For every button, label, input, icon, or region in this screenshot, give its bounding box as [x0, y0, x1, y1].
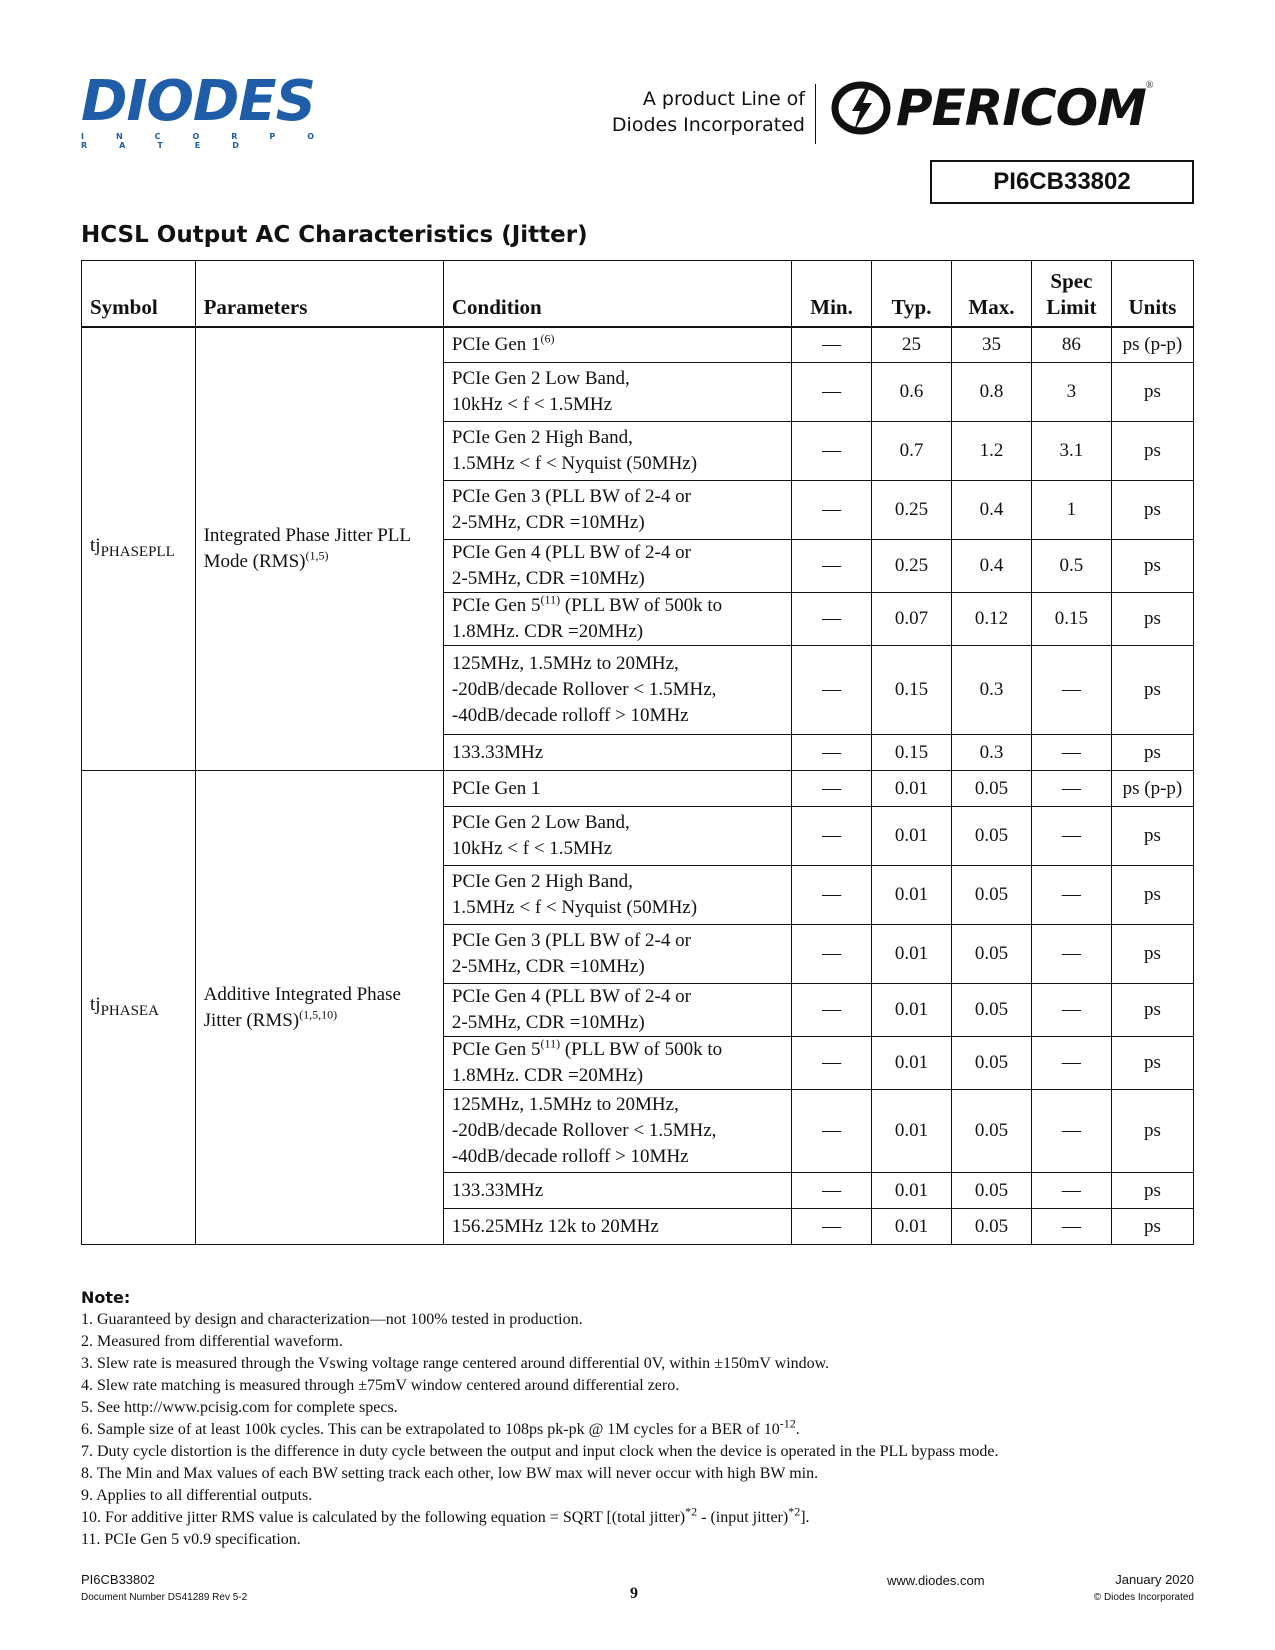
note-item: 7. Duty cycle distortion is the difference in duty cycle between the output and input clock when the device is operated in the PLL bypass mode. [81, 1443, 999, 1460]
limit-cell: 0.15 [1031, 593, 1111, 646]
footer-website: www.diodes.com [887, 1573, 985, 1588]
product-line-1: A product Line of [642, 88, 805, 110]
condition-cell: 125MHz, 1.5MHz to 20MHz, -20dB/decade Rollover < 1.5MHz, -40dB/decade rolloff > 10MHz [443, 1090, 791, 1173]
units-cell: ps [1111, 540, 1193, 593]
condition-cell: 133.33MHz [443, 1173, 791, 1209]
header-typ: Typ. [872, 261, 952, 327]
footer-page-number: 9 [630, 1585, 638, 1602]
min-cell: — [792, 363, 872, 422]
units-cell: ps [1111, 646, 1193, 735]
min-cell: — [792, 422, 872, 481]
typ-cell: 0.01 [872, 1173, 952, 1209]
units-cell: ps [1111, 593, 1193, 646]
table-row [82, 771, 1194, 807]
condition-cell: PCIe Gen 2 High Band, 1.5MHz < f < Nyquist (50MHz) [443, 422, 791, 481]
units-cell: ps [1111, 807, 1193, 866]
pericom-mark-icon [830, 81, 892, 135]
units-cell: ps (p-p) [1111, 327, 1193, 363]
typ-cell: 25 [872, 327, 952, 363]
min-cell: — [792, 1173, 872, 1209]
max-cell: 0.05 [952, 807, 1032, 866]
max-cell: 0.05 [952, 1090, 1032, 1173]
part-number-box: PI6CB33802 [930, 160, 1194, 204]
units-cell: ps [1111, 363, 1193, 422]
condition-cell: PCIe Gen 4 (PLL BW of 2-4 or 2-5MHz, CDR =10MHz) [443, 984, 791, 1037]
limit-cell: — [1031, 646, 1111, 735]
parameter-cell: Additive Integrated Phase Jitter (RMS)$^{(1,5,10)}$ [195, 771, 443, 1245]
note-item: 8. The Min and Max values of each BW setting track each other, low BW max will never occur with high BW min. [81, 1465, 819, 1482]
condition-cell: 125MHz, 1.5MHz to 20MHz, -20dB/decade Rollover < 1.5MHz, -40dB/decade rolloff > 10MHz [443, 646, 791, 735]
section-title: HCSL Output AC Characteristics (Jitter) [81, 222, 588, 248]
header-spec-limit-1: Spec [1050, 268, 1093, 293]
min-cell: — [792, 1090, 872, 1173]
footer-document-number: Document Number DS41289 Rev 5-2 [81, 1592, 248, 1603]
max-cell: 35 [952, 327, 1032, 363]
notes-title: Note: [81, 1288, 131, 1307]
note-item: 6. Sample size of at least 100k cycles. This can be extrapolated to 108ps pk-pk @ 1M cycles for a BER of $10^{-12}$. [81, 1416, 800, 1438]
note-item: 10. For additive jitter RMS value is calculated by the following equation = SQRT [(total jitter)$^{*2}$ - (input jitter)$^{*2}$]. [81, 1504, 810, 1526]
typ-cell: 0.01 [872, 984, 952, 1037]
symbol-cell: $tj_{PHASEPLL}$ [82, 327, 196, 771]
note-item: 4. Slew rate matching is measured through ±75mV window centered around differential zero. [81, 1377, 680, 1394]
min-cell: — [792, 866, 872, 925]
parameter-cell: Integrated Phase Jitter PLL Mode (RMS)$^{(1,5)}$ [195, 327, 443, 771]
header-condition: Condition [443, 261, 791, 327]
limit-cell: 86 [1031, 327, 1111, 363]
product-line-2: Diodes Incorporated [611, 114, 805, 136]
footer-part-number: PI6CB33802 [81, 1572, 155, 1587]
limit-cell: 0.5 [1031, 540, 1111, 593]
limit-cell: — [1031, 866, 1111, 925]
header-symbol: Symbol [82, 261, 196, 327]
min-cell: — [792, 771, 872, 807]
note-item: 1. Guaranteed by design and characterization—not 100% tested in production. [81, 1311, 583, 1328]
note-item: 11. PCIe Gen 5 v0.9 specification. [81, 1531, 301, 1548]
max-cell: 0.4 [952, 481, 1032, 540]
condition-cell: PCIe Gen 2 High Band, 1.5MHz < f < Nyquist (50MHz) [443, 866, 791, 925]
typ-cell: 0.25 [872, 540, 952, 593]
condition-cell: 156.25MHz 12k to 20MHz [443, 1209, 791, 1245]
jitter-table [81, 260, 1194, 1245]
condition-cell: PCIe Gen 4 (PLL BW of 2-4 or 2-5MHz, CDR =10MHz) [443, 540, 791, 593]
max-cell: 0.3 [952, 735, 1032, 771]
min-cell: — [792, 646, 872, 735]
typ-cell: 0.01 [872, 1090, 952, 1173]
min-cell: — [792, 593, 872, 646]
units-cell: ps (p-p) [1111, 771, 1193, 807]
note-item: 9. Applies to all differential outputs. [81, 1487, 313, 1504]
typ-cell: 0.7 [872, 422, 952, 481]
typ-cell: 0.01 [872, 925, 952, 984]
limit-cell: — [1031, 1173, 1111, 1209]
min-cell: — [792, 1209, 872, 1245]
limit-cell: — [1031, 984, 1111, 1037]
header-min: Min. [792, 261, 872, 327]
symbol-cell: $tj_{PHASEA}$ [82, 771, 196, 1245]
max-cell: 1.2 [952, 422, 1032, 481]
units-cell: ps [1111, 925, 1193, 984]
units-cell: ps [1111, 1037, 1193, 1090]
table-row [82, 327, 1194, 363]
limit-cell: — [1031, 771, 1111, 807]
max-cell: 0.3 [952, 646, 1032, 735]
min-cell: — [792, 327, 872, 363]
typ-cell: 0.01 [872, 866, 952, 925]
typ-cell: 0.6 [872, 363, 952, 422]
typ-cell: 0.01 [872, 771, 952, 807]
diodes-logo-word: DIODES [81, 69, 315, 134]
table-header-row [82, 261, 1194, 327]
registered-mark: ® [1145, 80, 1154, 91]
units-cell: ps [1111, 1209, 1193, 1245]
max-cell: 0.05 [952, 866, 1032, 925]
limit-cell: — [1031, 1037, 1111, 1090]
typ-cell: 0.01 [872, 807, 952, 866]
condition-cell: 133.33MHz [443, 735, 791, 771]
min-cell: — [792, 925, 872, 984]
limit-cell: — [1031, 735, 1111, 771]
condition-cell: PCIe Gen 2 Low Band, 10kHz < f < 1.5MHz [443, 807, 791, 866]
min-cell: — [792, 540, 872, 593]
note-item: 2. Measured from differential waveform. [81, 1333, 343, 1350]
condition-cell: PCIe Gen 2 Low Band, 10kHz < f < 1.5MHz [443, 363, 791, 422]
condition-cell: PCIe Gen 3 (PLL BW of 2-4 or 2-5MHz, CDR =10MHz) [443, 925, 791, 984]
condition-cell: PCIe Gen 5$^{(11)}$ (PLL BW of 500k to 1.8MHz. CDR =20MHz) [443, 593, 791, 646]
typ-cell: 0.15 [872, 646, 952, 735]
limit-cell: — [1031, 807, 1111, 866]
min-cell: — [792, 984, 872, 1037]
max-cell: 0.05 [952, 925, 1032, 984]
footer-copyright: © Diodes Incorporated [1093, 1592, 1194, 1603]
condition-cell: PCIe Gen 3 (PLL BW of 2-4 or 2-5MHz, CDR =10MHz) [443, 481, 791, 540]
header-parameters: Parameters [195, 261, 443, 327]
limit-cell: — [1031, 1090, 1111, 1173]
min-cell: — [792, 735, 872, 771]
footer-date: January 2020 [1115, 1572, 1194, 1587]
notes-section [81, 1287, 1201, 1551]
header-spec-limit [1031, 261, 1111, 327]
typ-cell: 0.01 [872, 1037, 952, 1090]
limit-cell: 1 [1031, 481, 1111, 540]
max-cell: 0.05 [952, 1173, 1032, 1209]
min-cell: — [792, 1037, 872, 1090]
units-cell: ps [1111, 422, 1193, 481]
condition-cell: PCIe Gen 1$^{(6)}$ [443, 327, 791, 363]
max-cell: 0.05 [952, 1209, 1032, 1245]
typ-cell: 0.15 [872, 735, 952, 771]
diodes-logo-sub: I N C O R P O R A T E D [81, 132, 329, 150]
note-item: 3. Slew rate is measured through the Vswing voltage range centered around differential 0V, within ±150mV window. [81, 1355, 830, 1372]
limit-cell: 3.1 [1031, 422, 1111, 481]
max-cell: 0.12 [952, 593, 1032, 646]
condition-cell: PCIe Gen 5$^{(11)}$ (PLL BW of 500k to 1.8MHz. CDR =20MHz) [443, 1037, 791, 1090]
diodes-logo [81, 69, 351, 150]
units-cell: ps [1111, 481, 1193, 540]
max-cell: 0.05 [952, 1037, 1032, 1090]
min-cell: — [792, 807, 872, 866]
product-line-text [612, 86, 805, 138]
condition-cell: PCIe Gen 1 [443, 771, 791, 807]
units-cell: ps [1111, 1090, 1193, 1173]
typ-cell: 0.01 [872, 1209, 952, 1245]
pericom-logo [830, 80, 1200, 150]
units-cell: ps [1111, 984, 1193, 1037]
typ-cell: 0.07 [872, 593, 952, 646]
min-cell: — [792, 481, 872, 540]
limit-cell: — [1031, 1209, 1111, 1245]
units-cell: ps [1111, 866, 1193, 925]
limit-cell: — [1031, 925, 1111, 984]
header-spec-limit-2: Limit [1046, 294, 1097, 319]
pericom-logo-word: PERICOM [896, 79, 1146, 137]
typ-cell: 0.25 [872, 481, 952, 540]
header-divider [815, 84, 816, 144]
note-item: 5. See http://www.pcisig.com for complete specs. [81, 1399, 398, 1416]
header-max: Max. [952, 261, 1032, 327]
units-cell: ps [1111, 735, 1193, 771]
max-cell: 0.8 [952, 363, 1032, 422]
limit-cell: 3 [1031, 363, 1111, 422]
units-cell: ps [1111, 1173, 1193, 1209]
max-cell: 0.4 [952, 540, 1032, 593]
max-cell: 0.05 [952, 984, 1032, 1037]
max-cell: 0.05 [952, 771, 1032, 807]
header-units: Units [1111, 261, 1193, 327]
